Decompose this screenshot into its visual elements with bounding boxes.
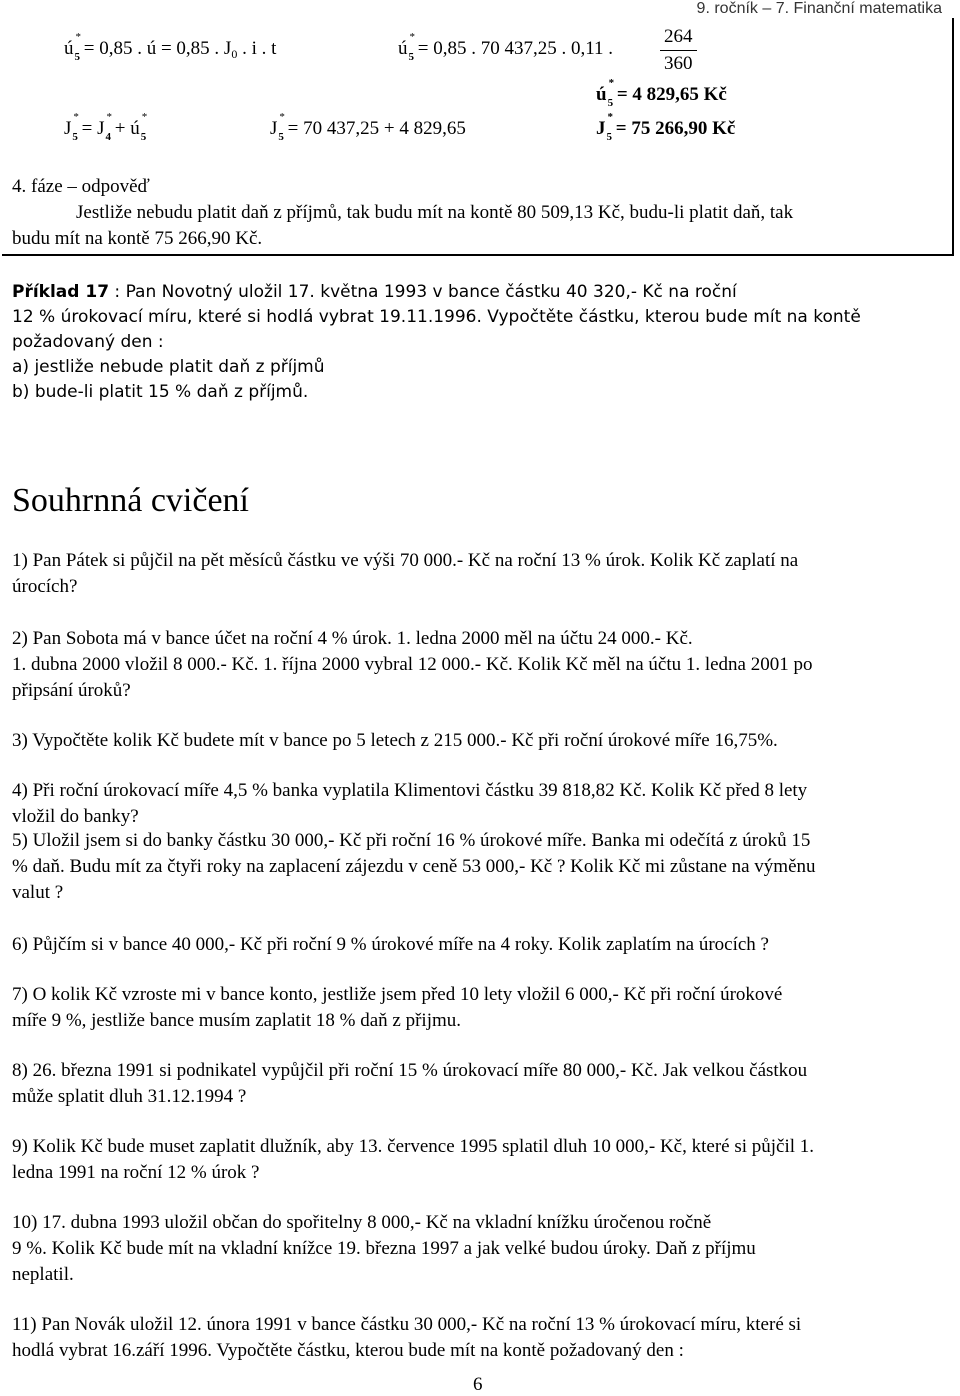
exercise-7-line-1: 8) 26. března 1991 si podnikatel vypůjčil při roční 15 % úrokovací míře 80 000,- Kč. Jak velkou částkou xyxy=(12,1060,808,1081)
exercise-1-line-1: 1) Pan Pátek si půjčil na pět měsíců částku ve výši 70 000.- Kč na roční 13 % úrok. Kolik Kč zaplatí na xyxy=(12,550,799,571)
formula-balance-mid: J * $_5$ = 70 437,25 + 4 829,65 xyxy=(270,111,466,143)
exercise-4-line-4: % daň. Budu mít za čtyři roky na zaplacení zájezdu v ceně 53 000,- Kč ? Kolik Kč mi zůstane na výměnu xyxy=(12,856,816,877)
page-number: 6 xyxy=(473,1374,483,1395)
page-header: 9. ročník – 7. Finanční matematika xyxy=(696,0,942,17)
exercise-10-line-2: hodlá vybrat 16.září 1996. Vypočtěte částku, kterou bude mít na kontě požadovaný den : xyxy=(12,1340,684,1361)
exercise-9-line-3: neplatil. xyxy=(12,1264,74,1285)
exercise-6-line-1: 7) O kolik Kč vzroste mi v bance konto, jestliže jsem před 10 lety vložil 6 000,- Kč při roční úrokové xyxy=(12,984,783,1005)
example17-line1: Příklad 17 : Pan Novotný uložil 17. května 1993 v bance částku 40 320,- Kč na roční xyxy=(12,282,737,302)
exercise-4-line-3: 5) Uložil jsem si do banky částku 30 000,- Kč při roční 16 % úrokové míře. Banka mi odečítá z úroků 15 xyxy=(12,830,811,851)
exercise-4-line-1: 4) Při roční úrokovací míře 4,5 % banka vyplatila Klimentovi částku 39 818,82 Kč. Kolik Kč před 8 lety xyxy=(12,780,808,801)
exercise-2-line-1: 2) Pan Sobota má v bance účet na roční 4 % úrok. 1. ledna 2000 měl na účtu 24 000.- Kč. xyxy=(12,628,693,649)
formula-interest-right: ú * $_5$ = 0,85 . 70 437,25 . 0,11 . xyxy=(398,31,614,63)
exercise-7-line-2: může splatit dluh 31.12.1994 ? xyxy=(12,1086,247,1107)
phase4-line2: budu mít na kontě 75 266,90 Kč. xyxy=(12,228,263,249)
exercise-9-line-2: 9 %. Kolik Kč bude mít na vkladní knížce 19. března 1997 a jak velké budou úroky. Daň z příjmu xyxy=(12,1238,756,1259)
exercise-5-line-1: 6) Půjčím si v bance 40 000,- Kč při roční 9 % úrokové míře na 4 roky. Kolik zaplatím na úrocích ? xyxy=(12,934,769,955)
example17-line2: 12 % úrokovací míru, které si hodlá vybrat 19.11.1996. Vypočtěte částku, kterou bude mít na kontě xyxy=(12,307,861,327)
exercise-1-line-2: úrocích? xyxy=(12,576,78,597)
exercise-2-line-3: připsání úroků? xyxy=(12,680,131,701)
exercise-10-line-1: 11) Pan Novák uložil 12. února 1991 v bance částku 30 000,- Kč na roční 13 % úrokovací míru, které si xyxy=(12,1314,802,1335)
exercise-9-line-1: 10) 17. dubna 1993 uložil občan do spořitelny 8 000,- Kč na vkladní knížku úročenou ročně xyxy=(12,1212,712,1233)
phase4-line1: Jestliže nebudu platit daň z příjmů, tak budu mít na kontě 80 509,13 Kč, budu-li platit daň, tak xyxy=(76,202,794,223)
fraction: $\frac{264}{360}$ xyxy=(660,24,697,77)
section-title: Souhrnná cvičení xyxy=(12,482,249,519)
example17-label: Příklad 17 xyxy=(12,282,110,302)
exercise-6-line-2: míře 9 %, jestliže bance musím zaplatit 18 % daň z přijmu. xyxy=(12,1010,462,1031)
formula-interest-left: ú * $_5$ = 0,85 . ú = 0,85 . $J_0$ . i . t xyxy=(64,31,277,63)
phase4-title: 4. fáze – odpověď xyxy=(12,176,150,197)
exercise-2-line-2: 1. dubna 2000 vložil 8 000.- Kč. 1. října 2000 vybral 12 000.- Kč. Kolik Kč měl na účtu 1. ledna 2001 po xyxy=(12,654,813,675)
exercise-3-line-1: 3) Vypočtěte kolik Kč budete mít v bance po 5 letech z 215 000.- Kč při roční úrokové míře 16,75%. xyxy=(12,730,778,751)
example17-line4: a) jestliže nebude platit daň z příjmů xyxy=(12,357,325,377)
example17-line5: b) bude-li platit 15 % daň z příjmů. xyxy=(12,382,309,402)
formula-interest-result: ú * $_5$ = 4 829,65 Kč xyxy=(596,77,727,109)
exercise-8-line-2: ledna 1991 na roční 12 % úrok ? xyxy=(12,1162,260,1183)
formula-balance-left: J * $_5$ = J * $_4$ + ú * $_5$ xyxy=(64,111,148,143)
formula-balance-result: J * $_5$ = 75 266,90 Kč xyxy=(596,111,736,143)
example17-line3: požadovaný den : xyxy=(12,332,164,352)
exercise-4-line-5: valut ? xyxy=(12,882,64,903)
exercise-8-line-1: 9) Kolik Kč bude muset zaplatit dlužník, aby 13. července 1995 splatil dluh 10 000,- Kč, které si půjčil 1. xyxy=(12,1136,815,1157)
exercise-4-line-2: vložil do banky? xyxy=(12,806,139,827)
